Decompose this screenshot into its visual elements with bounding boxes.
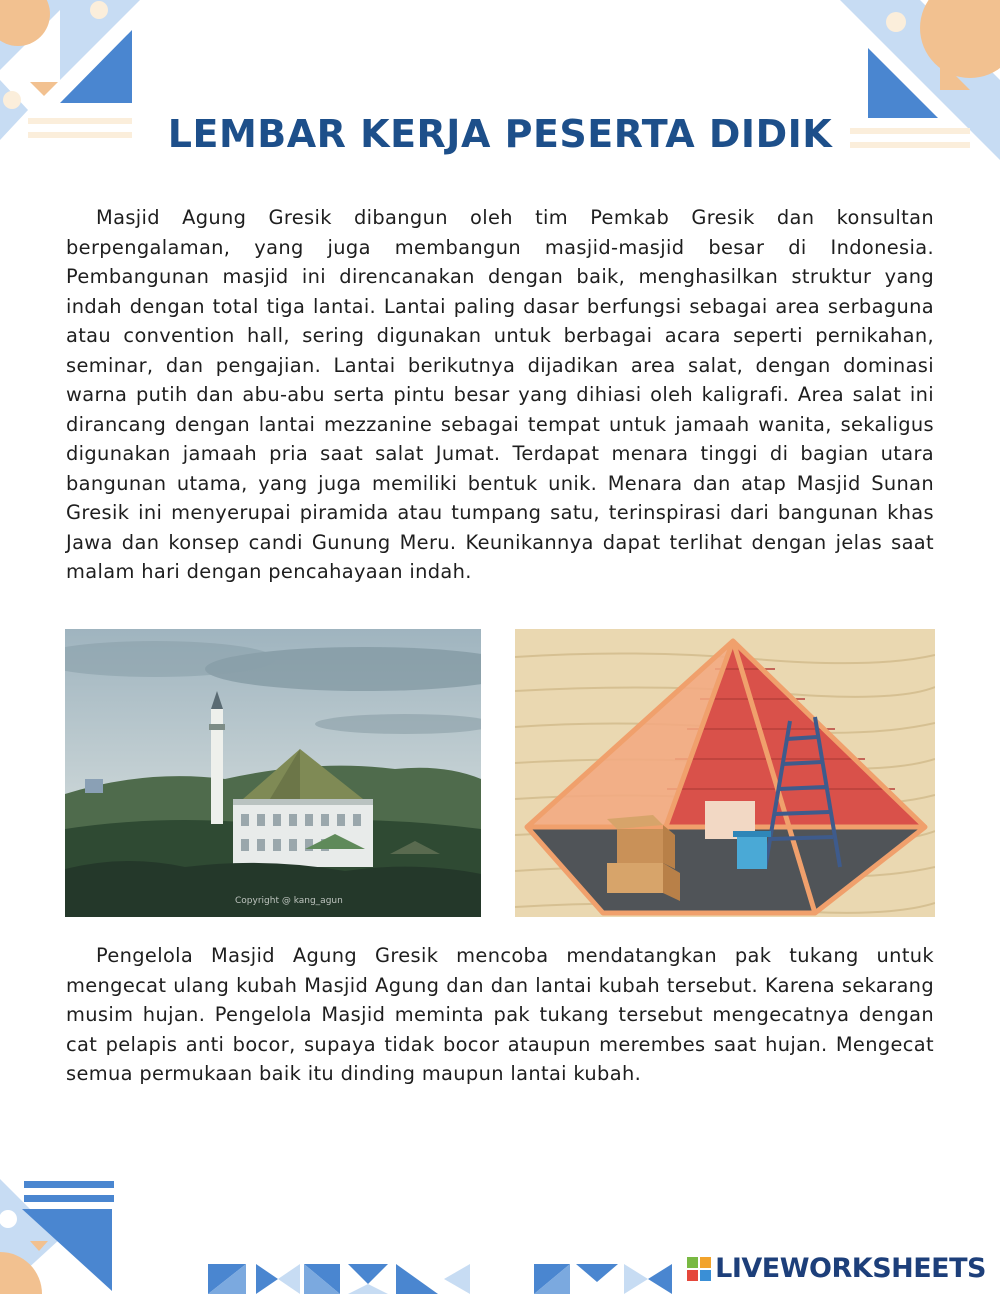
page-title: LEMBAR KERJA PESERTA DIDIK xyxy=(167,112,833,156)
liveworksheets-logo-icon xyxy=(687,1257,711,1281)
pyramid-illustration xyxy=(515,629,935,917)
logo-text: LIVEWORKSHEETS xyxy=(715,1253,986,1284)
bottom-border-pattern xyxy=(208,1264,698,1294)
liveworksheets-logo xyxy=(687,1253,986,1284)
task-paragraph: Pengelola Masjid Agung Gresik mencoba mendatangkan pak tukang untuk mengecat ulang kubah Masjid Agung dan dan lantai kubah tersebut. Karena sekarang musim hujan. Pengelola Masjid meminta pak tukang tersebut mengecatnya dengan cat pelapis anti bocor, supaya tidak bocor ataupun merembes saat hujan. Mengecat semua permukaan baik itu dinding maupun lantai kubah. xyxy=(66,944,934,1085)
intro-paragraph: Masjid Agung Gresik dibangun oleh tim Pemkab Gresik dan konsultan berpengalaman, yang juga membangun masjid-masjid besar di Indonesia. Pembangunan masjid ini direncanakan dengan baik, menghasilkan struktur yang indah dengan total tiga lantai. Lantai paling dasar berfungsi sebagai area serbaguna atau convention hall, sering digunakan untuk berbagai acara seperti pernikahan, seminar, dan pengajian. Lantai berikutnya dijadikan area salat, dengan dominasi warna putih dan abu-abu serta pintu besar yang dihiasi oleh kaligrafi. Area salat ini dirancang dengan lantai mezzanine sebagai tempat untuk jamaah wanita, sekaligus digunakan jamaah pria saat salat Jumat. Terdapat menara tinggi di bagian utara bangunan utama, yang juga memiliki bentuk unik. Menara dan atap Masjid Sunan Gresik ini menyerupai piramida atau tumpang satu, terinspirasi dari bangunan khas Jawa dan konsep candi Gunung Meru. Keunikannya dapat terlihat dengan jelas saat malam hari dengan pencahayaan indah. xyxy=(66,206,934,583)
corner-decoration-bottom-left xyxy=(0,1179,120,1294)
photo-watermark: Copyright @ kang_agun xyxy=(235,896,343,906)
mosque-photo xyxy=(65,629,481,917)
